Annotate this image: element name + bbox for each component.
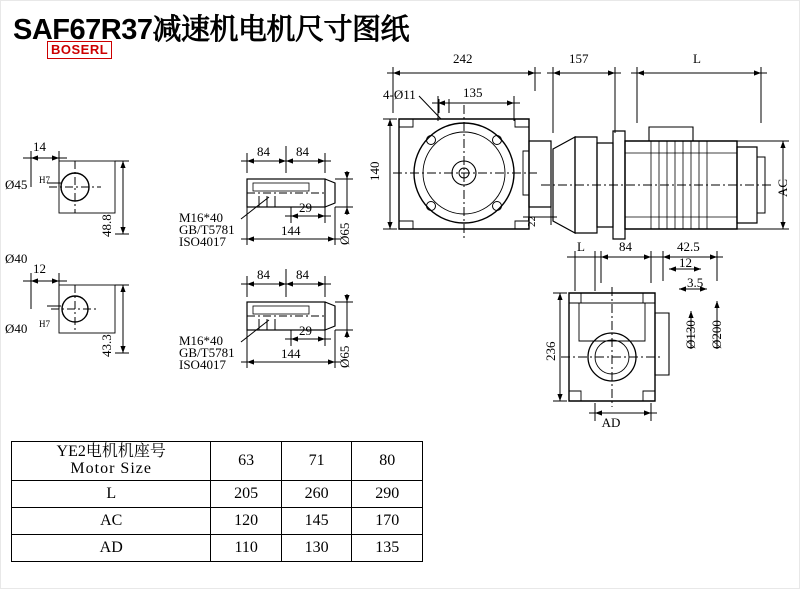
label-key2-84a: 84 <box>257 267 270 282</box>
label-dim-22: 22 <box>526 216 538 227</box>
label-shaft2-dia-sup: H7 <box>39 319 50 329</box>
label-holes-4-d11: 4-Ø11 <box>383 87 416 102</box>
motor-size-table <box>11 441 423 562</box>
table-header-size-1: 71 <box>281 442 352 481</box>
row-AD-value-0: 110 <box>211 534 282 561</box>
row-label-AD: AD <box>12 534 211 561</box>
row-L-value-2: 290 <box>352 480 423 507</box>
table-header-label <box>12 442 211 481</box>
row-AD-value-1: 130 <box>281 534 352 561</box>
label-dim-L-right: L <box>577 239 585 254</box>
row-L-value-0: 205 <box>211 480 282 507</box>
label-dim-140: 140 <box>367 161 382 181</box>
label-key2-std2: ISO4017 <box>179 357 226 372</box>
label-dia-200: Ø200 <box>709 320 724 349</box>
table-row <box>12 534 423 561</box>
label-shaft2-dia: Ø40 <box>5 321 28 336</box>
table-header-label-cn: YE2电机机座号 <box>56 443 166 460</box>
label-dim-236: 236 <box>543 341 558 361</box>
label-shaft2-43-3: 43.3 <box>99 334 114 357</box>
label-dia-130: Ø130 <box>683 320 698 349</box>
label-dim-242: 242 <box>453 51 473 66</box>
label-key1-84b: 84 <box>296 144 309 159</box>
row-L-value-1: 260 <box>281 480 352 507</box>
row-AD-value-2: 135 <box>352 534 423 561</box>
table-header-size-2: 80 <box>352 442 423 481</box>
label-key2-144: 144 <box>281 346 301 361</box>
row-AC-value-1: 145 <box>281 507 352 534</box>
table-row <box>12 480 423 507</box>
table-header-label-en: Motor Size <box>70 459 152 477</box>
label-shaft1-dia-sup: H7 <box>39 175 50 185</box>
label-key1-d65: Ø65 <box>337 222 352 245</box>
label-key1-144: 144 <box>281 223 301 238</box>
row-label-AC: AC <box>12 507 211 534</box>
label-dim-AC: AC <box>775 178 790 197</box>
label-dim-AD: AD <box>601 415 621 430</box>
label-dim-135: 135 <box>463 85 483 100</box>
table-row <box>12 507 423 534</box>
label-dim-3-5: 3.5 <box>687 275 704 290</box>
label-shaft2-12: 12 <box>33 261 46 276</box>
label-key1-std2: ISO4017 <box>179 234 226 249</box>
label-dim-12-right: 12 <box>679 255 692 270</box>
label-key2-29: 29 <box>299 323 312 338</box>
label-shaft1-48-8: 48.8 <box>99 214 114 237</box>
label-dim-L-top: L <box>693 51 701 66</box>
row-AC-value-0: 120 <box>211 507 282 534</box>
label-dim-42-5: 42.5 <box>677 239 700 254</box>
label-key1-std1: GB/T5781 <box>179 222 235 237</box>
page-title: SAF67R37减速机电机尺寸图纸 <box>13 14 409 46</box>
motor-side-view <box>541 67 789 239</box>
row-label-L: L <box>12 480 211 507</box>
label-shaft1-dia: Ø45 <box>5 177 28 192</box>
label-key2-std1: GB/T5781 <box>179 345 235 360</box>
row-AC-value-2: 170 <box>352 507 423 534</box>
table-header-row <box>12 442 423 481</box>
label-key1-29: 29 <box>299 200 312 215</box>
label-key2-84b: 84 <box>296 267 309 282</box>
label-key2-d65: Ø65 <box>337 345 352 368</box>
label-dim-157: 157 <box>569 51 589 66</box>
label-dim-84-right: 84 <box>619 239 632 254</box>
label-shaft1-14: 14 <box>33 139 46 154</box>
label-key1-84a: 84 <box>257 144 270 159</box>
label-key2-thread: M16*40 <box>179 333 224 348</box>
table-header-size-0: 63 <box>211 442 282 481</box>
brand-logo: BOSERL <box>47 41 112 59</box>
label-shaft1-d40: Ø40 <box>5 251 28 266</box>
label-key1-thread: M16*40 <box>179 210 224 225</box>
